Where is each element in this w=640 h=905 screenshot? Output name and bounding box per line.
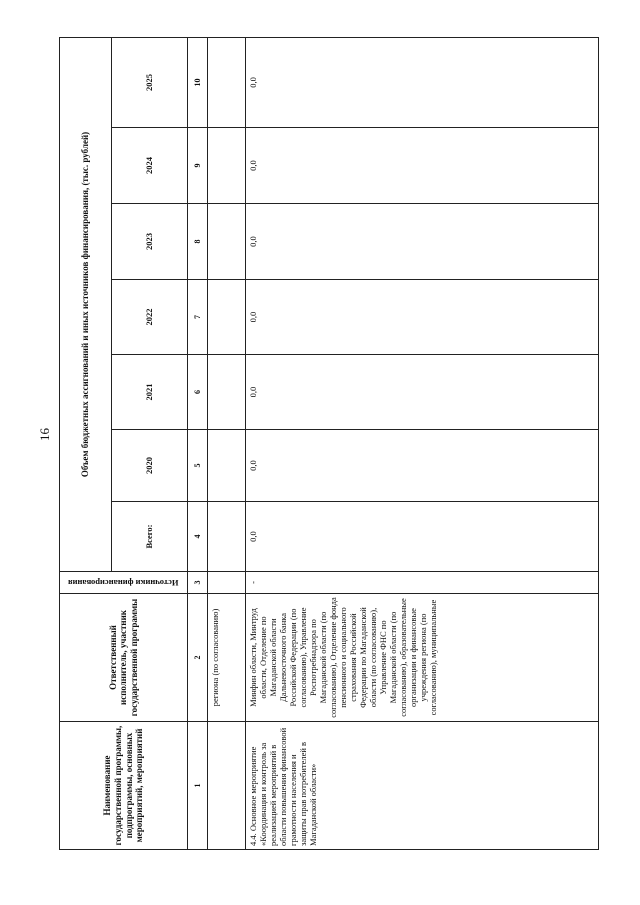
col-number: 10 <box>188 37 208 127</box>
header-sources-label: Источники финансирования <box>68 577 179 588</box>
cell-value <box>208 37 246 127</box>
header-volume: Объем бюджетных ассигнований и иных источников финансирования, (тыс. рублей) <box>60 37 112 571</box>
cell-value-2025: 0,0 <box>246 37 599 127</box>
cell-value <box>208 355 246 430</box>
cell-value-2022: 0,0 <box>246 280 599 355</box>
col-number: 8 <box>188 204 208 280</box>
cell-value-2023: 0,0 <box>246 204 599 280</box>
col-number: 9 <box>188 128 208 204</box>
cell-value-2024: 0,0 <box>246 128 599 204</box>
table-row-main <box>246 37 599 849</box>
col-number: 1 <box>188 722 208 850</box>
header-year-2023: 2023 <box>112 204 188 280</box>
header-year-2021: 2021 <box>112 355 188 430</box>
cell-name <box>208 722 246 850</box>
cell-source <box>208 572 246 594</box>
col-number: 6 <box>188 355 208 430</box>
header-year-2022: 2022 <box>112 280 188 355</box>
table-row-continuation <box>208 37 246 849</box>
cell-value <box>208 204 246 280</box>
cell-value-2020: 0,0 <box>246 430 599 502</box>
header-year-2020: 2020 <box>112 430 188 502</box>
cell-source: - <box>246 572 599 594</box>
header-sources <box>60 572 188 594</box>
header-year-2024: 2024 <box>112 128 188 204</box>
cell-value <box>208 430 246 502</box>
page-number: 16 <box>37 428 52 441</box>
col-number: 7 <box>188 280 208 355</box>
col-number: 3 <box>188 572 208 594</box>
cell-value-2021: 0,0 <box>246 355 599 430</box>
col-number: 5 <box>188 430 208 502</box>
col-number: 4 <box>188 502 208 572</box>
header-executor: Ответственный исполнитель, участник государственной программы <box>60 594 188 722</box>
header-year-2025: 2025 <box>112 37 188 127</box>
cell-executor-continued: региона (по согласованию) <box>208 594 246 722</box>
cell-value <box>208 128 246 204</box>
cell-value <box>208 502 246 572</box>
cell-value <box>208 280 246 355</box>
cell-executor: Минфин области, Минтруд области, Отделение по Магаданской области Дальневосточного банка Российской Федерации (по согласованию), Управление Роспотребнадзора по Магаданской области (по согласованию), Отделение фонда пенсионного и социального страхования Российской Федерации по Магаданской области (по согласованию), Управление ФНС по Магаданской области (по согласованию), образовательные организации и финансовые учреждения региона (по согласованию), муниципальные <box>246 594 599 722</box>
rotated-table-wrapper <box>59 58 599 850</box>
col-number: 2 <box>188 594 208 722</box>
cell-activity-name: 4.4. Основное мероприятие «Координация и контроль за реализацией мероприятий в области повышения финансовой грамотности населения и защиты прав потребителей в Магаданской области» <box>246 722 599 850</box>
cell-value-total: 0,0 <box>246 502 599 572</box>
header-name: Наименование государственной программы, подпрограммы, основных мероприятий, мероприятий <box>60 722 188 850</box>
financing-table <box>59 37 599 850</box>
header-year-total: Всего: <box>112 502 188 572</box>
